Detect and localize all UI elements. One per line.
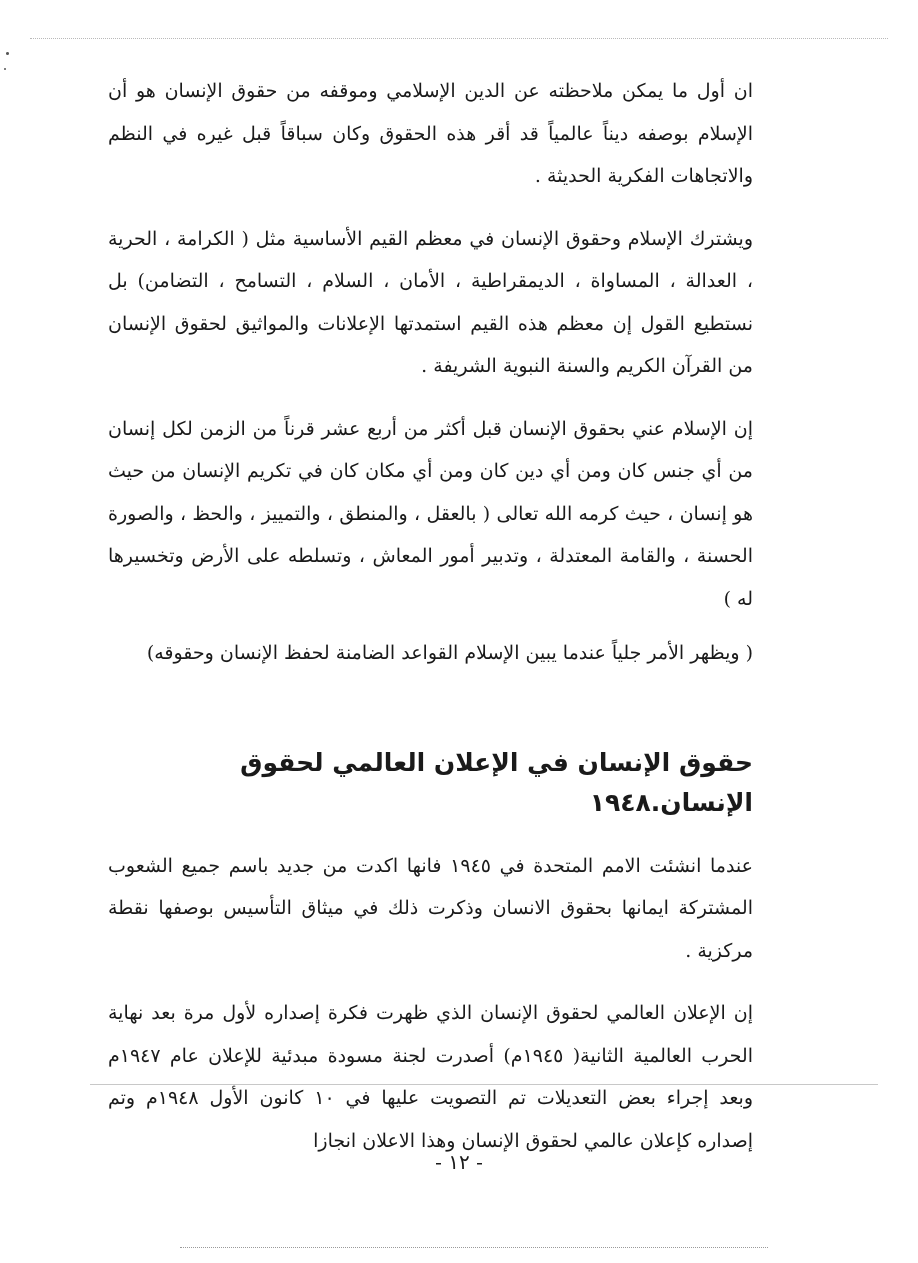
section-heading: حقوق الإنسان في الإعلان العالمي لحقوق الإنسان.١٩٤٨ [240,747,753,817]
scan-top-rule [30,38,888,39]
paragraph-shared-values: ويشترك الإسلام وحقوق الإنسان في معظم القيم الأساسية مثل ( الكرامة ، الحرية ، العدالة ، المساواة ، الديمقراطية ، الأمان ، السلام ، التسامح ، التضامن) بل نستطيع القول إن معظم هذه القيم استمدتها الإعلانات والمواثيق لحقوق الإنسان من القرآن الكريم والسنة النبوية الشريفة . [108,227,753,377]
paragraph-protective-rules: ( ويظهر الأمر جلياً عندما يبين الإسلام القواعد الضامنة لحفظ الإنسان وحقوقه) [146,642,753,664]
paragraph-islam-human-rights-intro: ان أول ما يمكن ملاحظته عن الدين الإسلامي وموقفه من حقوق الإنسان هو أن الإسلام بوصفه ديناً عالمياً قد أقر هذه الحقوق وكان سباقاً قبل غيره في النظم والاتجاهات الفكرية الحديثة . [108,80,753,187]
page-number: - ١٢ - [435,1150,483,1174]
paragraph-human-dignity: إن الإسلام عني بحقوق الإنسان قبل أكثر من أربع عشر قرناً من الزمن لكل إنسان من أي جنس كان ومن أي دين كان ومن أي مكان كان في تكريم الإنسان من حيث هو إنسان ، حيث كرمه الله تعالى ( بالعقل ، والمنطق ، والتمييز ، والحظ ، والصورة الحسنة ، والقامة المعتدلة ، وتدبير أمور المعاش ، وتسلطه على الأرض وتخسيرها له ) [108,417,753,610]
paragraph-declaration-history: إن الإعلان العالمي لحقوق الإنسان الذي ظهرت فكرة إصداره لأول مرة بعد نهاية الحرب العالمية الثانية( ١٩٤٥م) أصدرت لجنة مسودة مبدئية للإعلان عام ١٩٤٧م وبعد إجراء بعض التعديلات تم التصويت عليها في ١٠ كانون الأول ١٩٤٨م وتم إصداره كإعلان عالمي لحقوق الإنسان وهذا الاعلان انجازا [108,1002,754,1152]
scan-speck [4,68,6,70]
page-body [108,70,753,1162]
footer-rule [90,1084,878,1085]
scan-bottom-rule [180,1247,768,1248]
scan-speck [6,52,9,55]
paragraph-united-nations: عندما انشئت الامم المتحدة في ١٩٤٥ فانها اكدت من جديد باسم جميع الشعوب المشتركة ايمانها بحقوق الانسان وذكرت ذلك في ميثاق التأسيس بوصفها نقطة مركزية . [108,854,754,962]
